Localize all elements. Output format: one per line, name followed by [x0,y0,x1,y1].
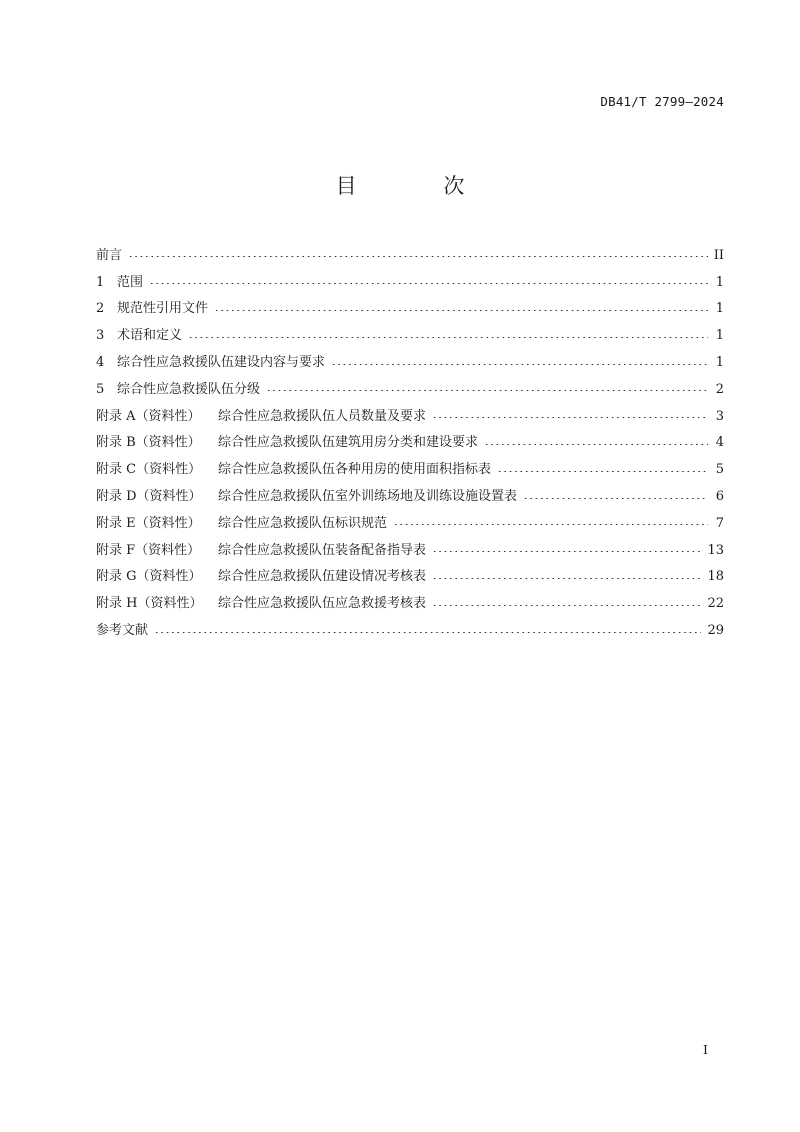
toc-entry[interactable] [96,296,724,323]
dot-leader [214,310,708,311]
toc-annex-label: 附录 G（资料性） [96,569,202,585]
toc-entry-title: 范围 [117,274,144,290]
dot-leader [432,551,701,552]
toc-entry[interactable] [96,376,724,403]
toc-entry[interactable] [96,456,724,483]
toc-entry-title: 综合性应急救援队伍人员数量及要求 [218,408,427,424]
toc-annex-label: 附录 D（资料性） [96,489,202,505]
toc-entry-number: 4 [96,355,105,371]
toc-entry[interactable] [96,483,724,510]
toc-entry-title: 综合性应急救援队伍建设内容与要求 [117,355,326,371]
dot-leader [128,256,708,257]
document-code: DB41/T 2799—2024 [600,94,724,109]
dot-leader [393,524,708,525]
toc-entry-number: 1 [96,274,105,290]
toc-page-number: 3 [715,408,724,424]
toc-page-number: 2 [715,381,724,397]
toc-annex-label: 附录 H（资料性） [96,596,203,612]
dot-leader [497,471,708,472]
toc-page-number: 1 [715,355,724,371]
page-title: 目 次 [335,174,505,198]
toc-entry[interactable] [96,537,724,564]
toc-entry[interactable] [96,510,724,537]
dot-leader [266,390,708,391]
toc-annex-label: 附录 C（资料性） [96,462,202,478]
toc-page-number: 1 [715,274,724,290]
toc-page-number: II [713,247,724,263]
toc-entry-title: 综合性应急救援队伍应急救援考核表 [218,596,427,612]
toc-entry[interactable] [96,617,724,644]
toc-page-number: 5 [715,462,724,478]
toc-entry-title: 综合性应急救援队伍标识规范 [218,515,388,531]
toc-entry-title: 规范性引用文件 [117,301,209,317]
toc-entry-title: 术语和定义 [117,328,183,344]
toc-entry-title: 综合性应急救援队伍各种用房的使用面积指标表 [218,462,492,478]
toc-page-number: 13 [707,542,724,558]
toc-page-number: 6 [715,489,724,505]
toc-entry[interactable] [96,430,724,457]
toc-entry-number: 3 [96,328,105,344]
toc-entry-title: 综合性应急救援队伍建设情况考核表 [218,569,427,585]
toc-entry-title: 综合性应急救援队伍建筑用房分类和建设要求 [218,435,479,451]
dot-leader [149,283,708,284]
dot-leader [331,364,708,365]
toc-page-number: 7 [715,515,724,531]
toc-annex-label: 附录 E（资料性） [96,515,201,531]
toc-page-number: 1 [715,301,724,317]
dot-leader [523,498,708,499]
toc-entry-title: 前言 [96,247,123,263]
toc-entry[interactable] [96,322,724,349]
table-of-contents [96,242,724,644]
dot-leader [484,444,708,445]
toc-entry[interactable] [96,564,724,591]
dot-leader [188,337,708,338]
toc-annex-label: 附录 B（资料性） [96,435,201,451]
toc-page-number: 22 [707,596,724,612]
dot-leader [432,578,701,579]
toc-entry-number: 2 [96,301,105,317]
toc-entry[interactable] [96,349,724,376]
toc-entry-title: 参考文献 [96,623,149,639]
toc-entry[interactable] [96,590,724,617]
toc-entry[interactable] [96,242,724,269]
dot-leader [154,632,701,633]
toc-page-number: 29 [707,623,724,639]
toc-entry[interactable] [96,269,724,296]
dot-leader [432,417,708,418]
toc-entry-number: 5 [96,381,105,397]
toc-page-number: 4 [715,435,724,451]
dot-leader [432,605,701,606]
toc-page-number: 1 [715,328,724,344]
toc-annex-label: 附录 F（资料性） [96,542,201,558]
page-number: I [703,1042,708,1057]
toc-annex-label: 附录 A（资料性） [96,408,201,424]
toc-page-number: 18 [707,569,724,585]
toc-entry-title: 综合性应急救援队伍装备配备指导表 [218,542,427,558]
toc-entry[interactable] [96,403,724,430]
toc-entry-title: 综合性应急救援队伍分级 [117,381,261,397]
toc-entry-title: 综合性应急救援队伍室外训练场地及训练设施设置表 [218,489,518,505]
